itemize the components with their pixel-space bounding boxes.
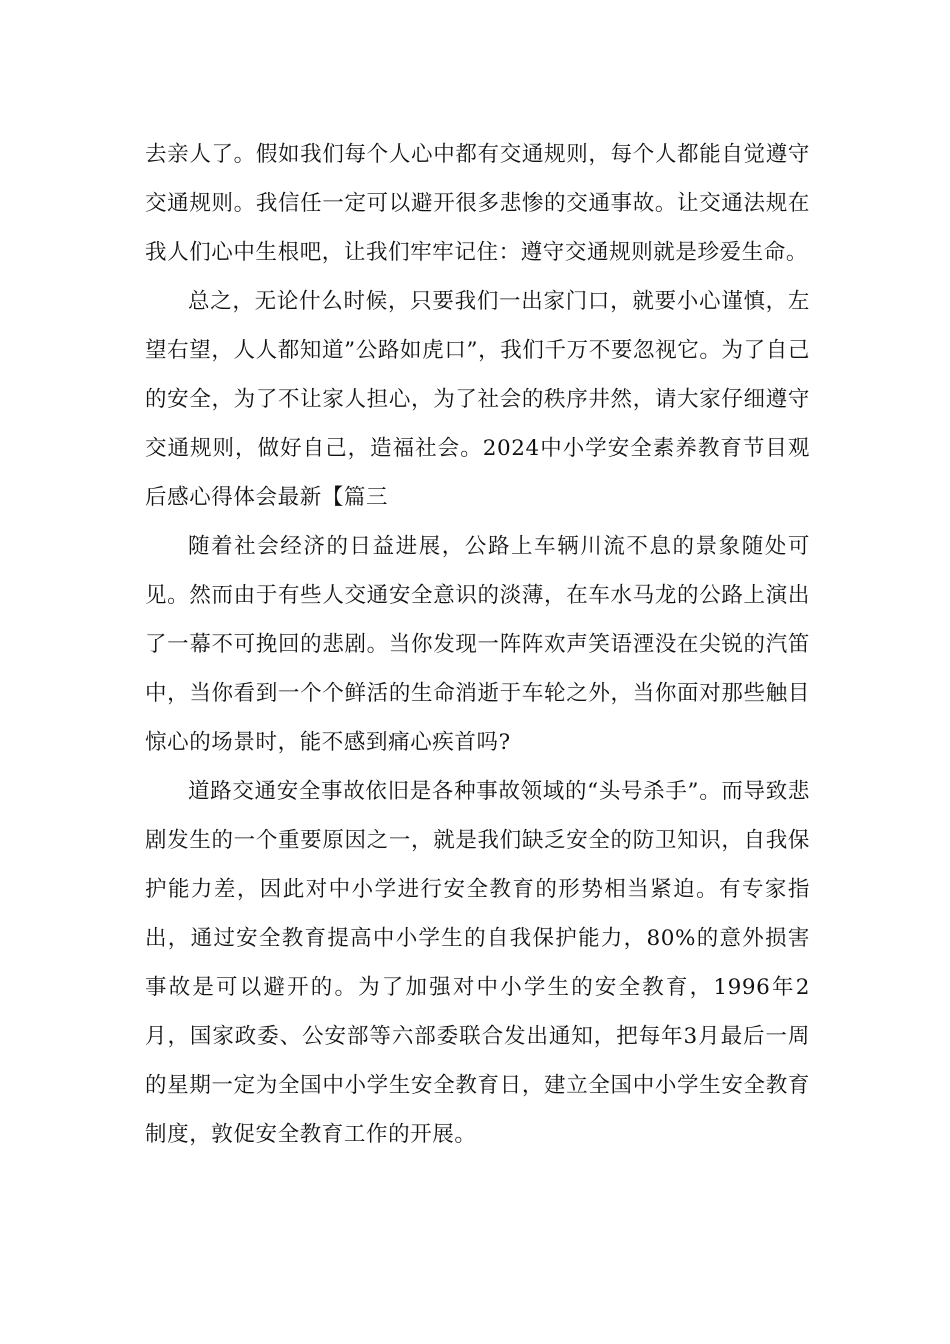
document-body (145, 130, 810, 1159)
paragraph-summary: 总之，无论什么时候，只要我们一出家门口，就要小心谨慎，左望右望，人人都知道”公路如虎口”，我们千万不要忽视它。为了自己的安全，为了不让家人担心，为了社会的秩序井然，请大家仔细遵守交通规则，做好自己，造福社会。2024中小学安全素养教育节目观后感心得体会最新【篇三 (145, 289, 810, 510)
paragraph-traffic-safety: 道路交通安全事故依旧是各种事故领域的“头号杀手”。而导致悲剧发生的一个重要原因之一，就是我们缺乏安全的防卫知识，自我保护能力差，因此对中小学进行安全教育的形势相当紧迫。有专家指出，通过安全教育提高中小学生的自我保护能力，80%的意外损害事故是可以避开的。为了加强对中小学生的安全教育，1996年2月，国家政委、公安部等六部委联合发出通知，把每年3月最后一周的星期一定为全国中小学生安全教育日，建立全国中小学生安全教育制度，敦促安全教育工作的开展。 (145, 779, 810, 1147)
paragraph-social-development: 随着社会经济的日益进展，公路上车辆川流不息的景象随处可见。然而由于有些人交通安全意识的淡薄，在车水马龙的公路上演出了一幕不可挽回的悲剧。当你发现一阵阵欢声笑语湮没在尖锐的汽笛中，当你看到一个个鲜活的生命消逝于车轮之外，当你面对那些触目惊心的场景时，能不感到痛心疾首吗? (145, 534, 810, 755)
paragraph-continuation: 去亲人了。假如我们每个人心中都有交通规则，每个人都能自觉遵守交通规则。我信任一定可以避开很多悲惨的交通事故。让交通法规在我人们心中生根吧，让我们牢牢记住：遵守交通规则就是珍爱生命。 (145, 142, 810, 265)
